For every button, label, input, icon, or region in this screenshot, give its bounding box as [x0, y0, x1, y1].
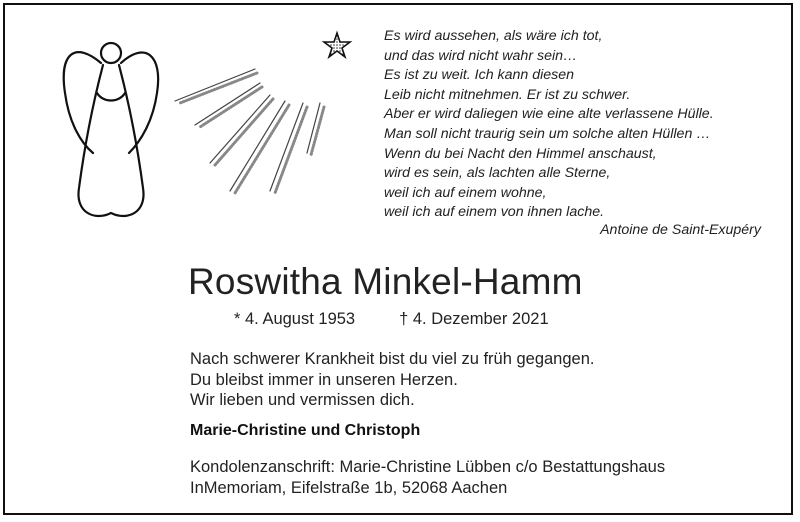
poem-line: weil ich auf einem von ihnen lache. [384, 204, 605, 221]
poem-line: Wenn du bei Nacht den Himmel anschaust, [384, 145, 657, 162]
condolence-address [190, 457, 665, 499]
message-line: Wir lieben und vermissen dich. [190, 391, 415, 409]
mourners: Marie-Christine und Christoph [190, 422, 421, 439]
address-line: Kondolenzanschrift: Marie-Christine Lübben c/o Bestattungshaus [190, 458, 666, 476]
poem-line: Aber er wird daliegen wie eine alte verlassene Hülle. [384, 106, 714, 123]
poem-line: weil ich auf einem wohne, [384, 184, 547, 201]
poem-line: wird es sein, als lachten alle Sterne, [384, 165, 611, 182]
birth-date: * 4. August 1953 [234, 310, 356, 328]
poem-line: Es wird aussehen, als wäre ich tot, [384, 28, 603, 44]
address-line: InMemoriam, Eifelstraße 1b, 52068 Aachen [190, 479, 508, 497]
death-date: † 4. Dezember 2021 [399, 310, 549, 328]
life-dates [234, 310, 549, 329]
poem [384, 27, 776, 223]
angel-and-star-illustration [45, 23, 385, 233]
deceased-name: Roswitha Minkel-Hamm [188, 261, 583, 302]
obituary-frame [3, 3, 793, 515]
message-line: Nach schwerer Krankheit bist du viel zu früh gegangen. [190, 350, 595, 368]
poem-line: Es ist zu weit. Ich kann diesen [384, 67, 575, 84]
angel-icon [64, 43, 158, 216]
poem-line: Man soll nicht traurig sein um solche alten Hüllen … [384, 125, 711, 142]
poem-line: und das wird nicht wahr sein… [384, 47, 578, 64]
farewell-message [190, 349, 594, 411]
shooting-star-icon [324, 33, 350, 57]
star-rays [175, 69, 324, 193]
message-line: Du bleibst immer in unseren Herzen. [190, 370, 458, 389]
poem-line: Leib nicht mitnehmen. Er ist zu schwer. [384, 86, 631, 103]
poem-author: Antoine de Saint-Exupéry [600, 222, 761, 238]
